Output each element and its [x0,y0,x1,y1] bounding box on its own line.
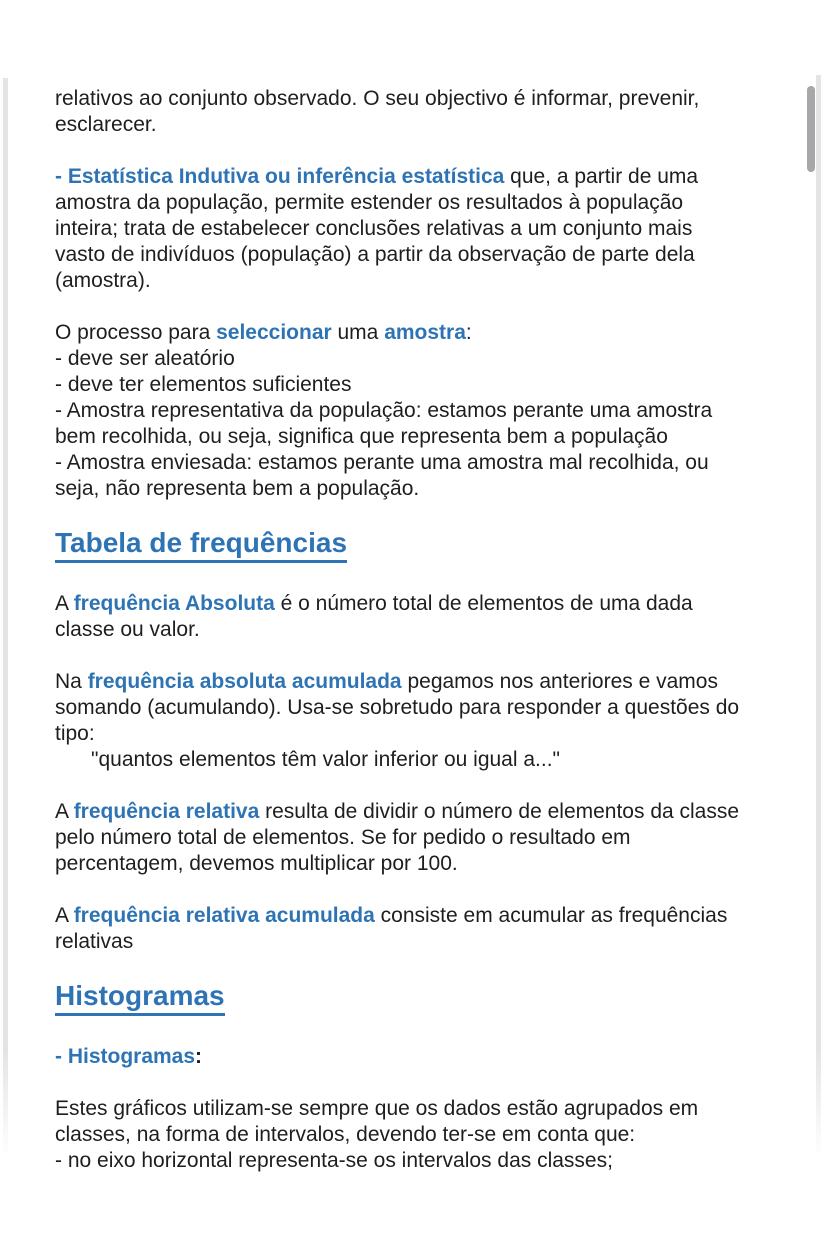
text-run: - deve ser aleatório [55,347,235,370]
paragraph [55,903,815,955]
text-run: é o número total de elementos de uma dada [274,592,693,615]
paragraph [55,86,815,138]
text-line [55,929,815,955]
term-highlight: frequência Absoluta [73,592,275,615]
text-run: Na [55,670,88,693]
text-line [55,747,815,773]
text-run: pegamos nos anteriores e vamos [401,670,718,693]
page-edge-left [3,78,8,1158]
paragraph [55,799,815,877]
text-line [55,617,815,643]
text-line [55,669,815,695]
text-line [55,190,815,216]
text-run: "quantos elementos têm valor inferior ou igual a..." [91,748,560,771]
text-line [55,398,815,424]
section-heading-text: Tabela de frequências [55,528,347,563]
text-line [55,216,815,242]
text-line [55,721,815,747]
text-line [55,799,815,825]
text-line [55,1096,815,1122]
text-run: relativas [55,930,134,953]
text-run: somando (acumulando). Usa-se sobretudo para responder a questões do [55,696,740,719]
text-run: - no eixo horizontal representa-se os intervalos das classes; [55,1149,613,1172]
paragraph [55,1096,815,1174]
text-line [55,1148,815,1174]
text-line [55,476,815,502]
text-run: : [195,1045,203,1068]
paragraph [55,320,815,502]
text-run: - deve ter elementos suficientes [55,373,352,396]
term-highlight: - Histogramas [55,1045,196,1068]
text-run: resulta de dividir o número de elementos da classe [259,800,740,823]
text-run: esclarecer. [55,113,157,136]
text-run: (amostra). [55,269,151,292]
text-line [55,268,815,294]
text-line [55,372,815,398]
term-highlight: seleccionar [216,321,332,344]
text-line [55,112,815,138]
paragraph [55,164,815,294]
text-run: que, a partir de uma [504,165,699,188]
text-line [55,903,815,929]
text-line [55,164,815,190]
text-line [55,86,815,112]
text-run: - Amostra representativa da população: estamos perante uma amostra [55,399,713,422]
document-body [55,86,815,1200]
text-run: classes, na forma de intervalos, devendo ter-se em conta que: [55,1123,636,1146]
text-run: O processo para [55,321,217,344]
term-highlight: - Estatística Indutiva ou inferência estatística [55,165,505,188]
text-line [55,1044,815,1070]
paragraph [55,1044,815,1070]
text-run: classe ou valor. [55,618,200,641]
text-run: vasto de indivíduos (população) a partir da observação de parte dela [55,243,695,266]
term-highlight: frequência relativa acumulada [73,904,375,927]
section-heading [55,528,815,563]
text-line [55,450,815,476]
text-run: relativos ao conjunto observado. O seu objectivo é informar, prevenir, [55,87,700,110]
text-run: consiste em acumular as frequências [374,904,728,927]
text-line [55,591,815,617]
text-run: seja, não representa bem a população. [55,477,420,500]
page-edge-right [816,75,821,1158]
text-run: tipo: [55,722,95,745]
term-highlight: amostra [384,321,466,344]
text-run: bem recolhida, ou seja, significa que representa bem a população [55,425,668,448]
text-line [55,1122,815,1148]
text-line [55,346,815,372]
text-line [55,424,815,450]
text-line [55,320,815,346]
text-run: amostra da população, permite estender os resultados à população [55,191,684,214]
text-run: A [55,800,74,823]
text-line [55,851,815,877]
text-line [55,695,815,721]
term-highlight: frequência relativa [73,800,260,823]
text-line [55,242,815,268]
text-run: - Amostra enviesada: estamos perante uma amostra mal recolhida, ou [55,451,709,474]
section-heading [55,981,815,1016]
text-run: A [55,904,74,927]
text-run: A [55,592,74,615]
text-run: pelo número total de elementos. Se for pedido o resultado em [55,826,631,849]
paragraph [55,669,815,773]
text-run: uma [331,321,385,344]
text-run: Estes gráficos utilizam-se sempre que os dados estão agrupados em [55,1097,699,1120]
text-line [55,825,815,851]
text-run: percentagem, devemos multiplicar por 100. [55,852,458,875]
term-highlight: frequência absoluta acumulada [87,670,402,693]
text-run: : [465,321,472,344]
section-heading-text: Histogramas [55,981,225,1016]
paragraph [55,591,815,643]
text-run: inteira; trata de estabelecer conclusões relativas a um conjunto mais [55,217,693,240]
